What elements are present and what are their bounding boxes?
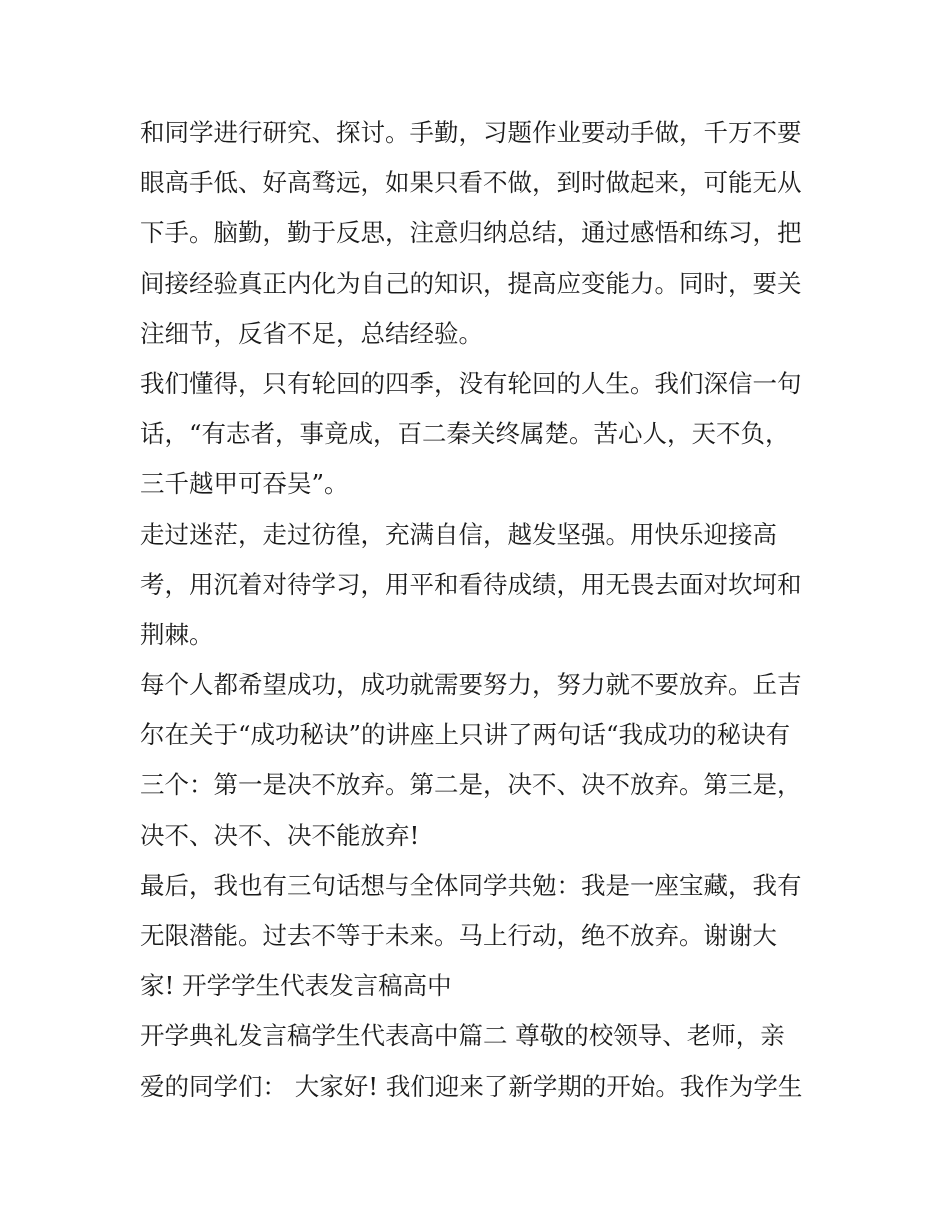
text-line: 决不、决不、决不能放弃! bbox=[140, 820, 420, 850]
text-line: 三千越甲可吞吴”。 bbox=[140, 469, 349, 499]
text-line: 和同学进行研究、探讨。手勤，习题作业要动手做，千万不要 bbox=[140, 118, 802, 147]
text-line: 我们懂得，只有轮回的四季，没有轮回的人生。我们深信一句 bbox=[140, 368, 802, 398]
body-text bbox=[140, 108, 820, 1112]
text-line: 下手。脑勤，勤于反思，注意归纳总结，通过感悟和练习，把 bbox=[140, 218, 802, 248]
text-line: 走过迷茫，走过彷徨，充满自信，越发坚强。用快乐迎接高 bbox=[140, 519, 777, 549]
text-line: 间接经验真正内化为自己的知识，提高应变能力。同时，要关 bbox=[140, 268, 802, 298]
text-line: 每个人都希望成功，成功就需要努力，努力就不要放弃。丘吉 bbox=[140, 670, 802, 700]
text-line: 三个：第一是决不放弃。第二是，决不、决不放弃。第三是， bbox=[140, 770, 802, 800]
text-line: 开学典礼发言稿学生代表高中篇二 尊敬的校领导、老师，亲 bbox=[140, 1021, 785, 1051]
text-line: 尔在关于“成功秘诀”的讲座上只讲了两句话“我成功的秘诀有 bbox=[140, 720, 791, 750]
text-line: 考，用沉着对待学习，用平和看待成绩，用无畏去面对坎坷和 bbox=[140, 569, 802, 599]
text-line: 眼高手低、好高骛远，如果只看不做，到时做起来，可能无从 bbox=[140, 168, 802, 198]
text-line: 家! 开学学生代表发言稿高中 bbox=[140, 971, 452, 1001]
text-line: 最后，我也有三句话想与全体同学共勉：我是一座宝藏，我有 bbox=[140, 870, 802, 900]
text-line: 注细节，反省不足，总结经验。 bbox=[140, 318, 483, 348]
text-line: 无限潜能。过去不等于未来。马上行动，绝不放弃。谢谢大 bbox=[140, 921, 777, 950]
text-line: 话，“有志者，事竟成，百二秦关终属楚。苦心人，天不负， bbox=[140, 419, 790, 449]
text-line: 爱的同学们： 大家好! 我们迎来了新学期的开始。我作为学生 bbox=[140, 1071, 803, 1101]
text-line: 荆棘。 bbox=[140, 619, 214, 649]
